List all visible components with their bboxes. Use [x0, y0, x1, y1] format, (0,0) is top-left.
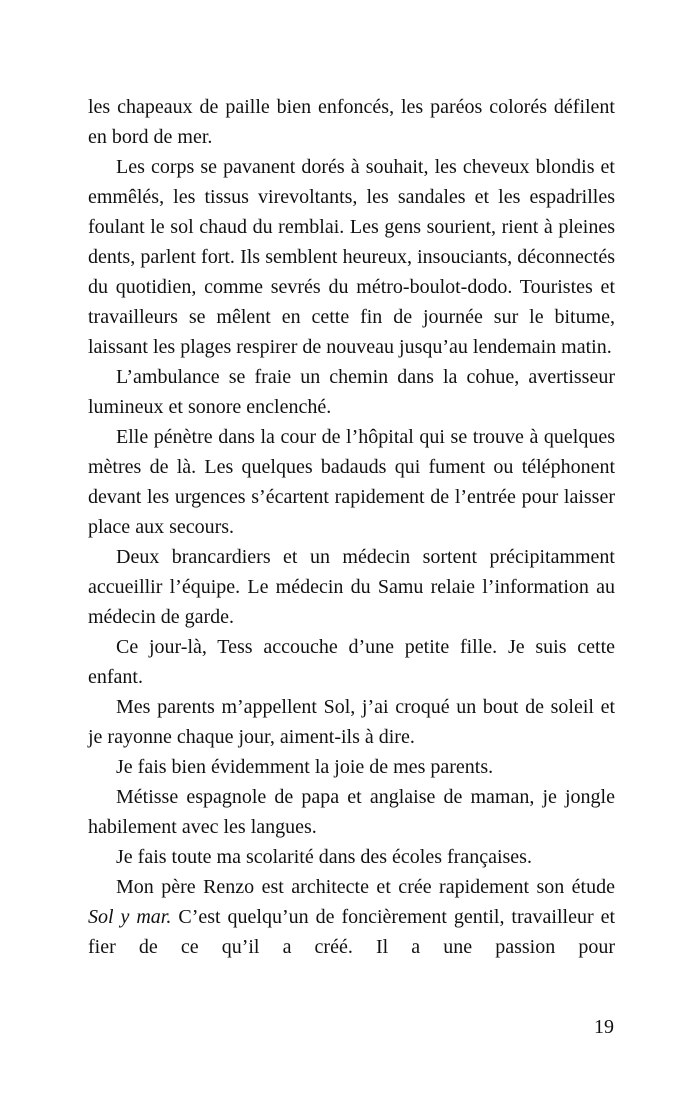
paragraph: Les corps se pavanent dorés à souhait, les cheveux blondis et emmêlés, les tissus virevoltants, les sandales et les espadrilles foulant le sol chaud du remblai. Les gens sourient, rient à pleines dents, parlent fort. Ils semblent heureux, insouciants, déconnectés du quotidien, comme sevrés du métro-boulot-dodo. Touristes et travailleurs se mêlent en cette fin de journée sur le bitume, laissant les plages respirer de nouveau jusqu’au lendemain matin. [88, 156, 615, 358]
page-body [88, 92, 615, 962]
paragraph: Elle pénètre dans la cour de l’hôpital qui se trouve à quelques mètres de là. Les quelques badauds qui fument ou téléphonent devant les urgences s’écartent rapidement de l’entrée pour laisser place aux secours. [88, 426, 615, 538]
paragraph: les chapeaux de paille bien enfoncés, les paréos colorés défilent en bord de mer. [88, 96, 615, 148]
paragraph: Je fais toute ma scolarité dans des écoles françaises. [116, 846, 532, 868]
page-number: 19 [594, 1016, 614, 1038]
paragraph-text: Mon père Renzo est architecte et crée rapidement son étude [116, 876, 615, 898]
paragraph: Deux brancardiers et un médecin sortent précipitamment accueillir l’équipe. Le médecin du Samu relaie l’information au médecin de garde. [88, 546, 615, 628]
paragraph-continues [88, 872, 615, 962]
studio-name: Sol y mar. [88, 906, 172, 928]
paragraph: Métisse espagnole de papa et anglaise de maman, je jongle habilement avec les langues. [88, 786, 615, 838]
paragraph: Ce jour-là, Tess accouche d’une petite fille. Je suis cette enfant. [88, 636, 615, 688]
paragraph: Mes parents m’appellent Sol, j’ai croqué un bout de soleil et je rayonne chaque jour, aiment-ils à dire. [88, 696, 615, 748]
paragraph: Je fais bien évidemment la joie de mes parents. [116, 756, 494, 778]
paragraph: L’ambulance se fraie un chemin dans la cohue, avertisseur lumineux et sonore enclenché. [88, 366, 615, 418]
paragraph-text: C’est quelqu’un de foncièrement gentil, travailleur et fier de ce qu’il a créé. Il a une passion pour [88, 906, 616, 958]
